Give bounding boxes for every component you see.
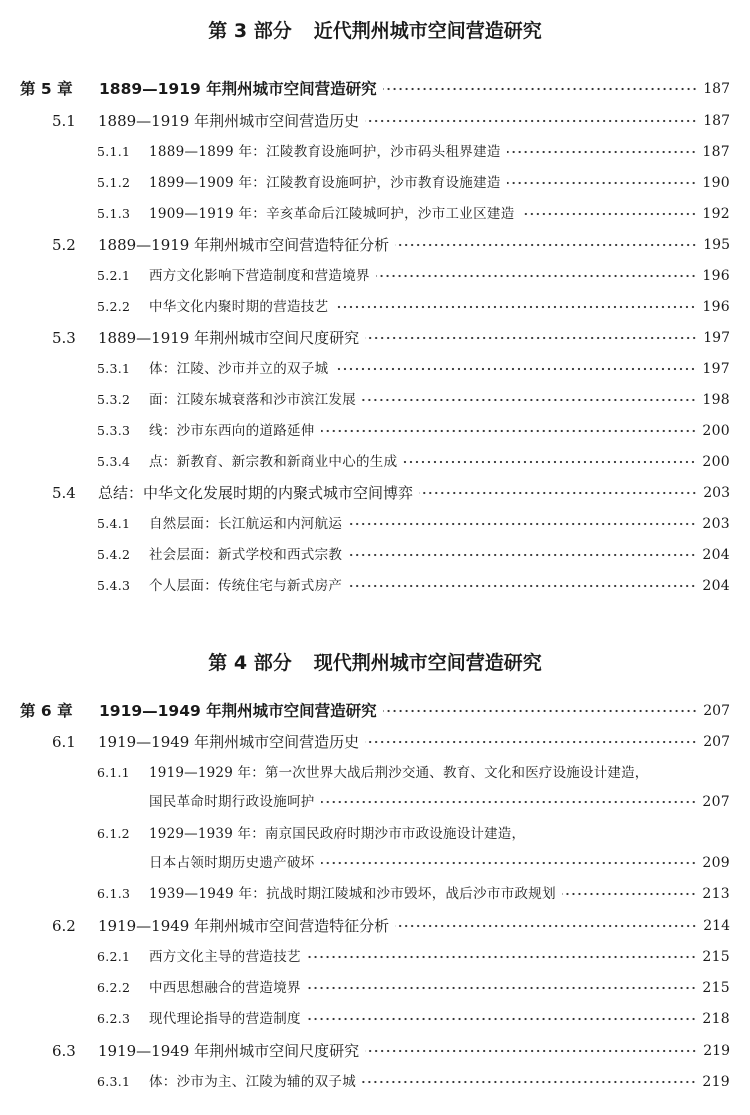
dot-leader: [321, 861, 697, 865]
page-number: 197: [703, 330, 730, 346]
chapter-number: 第 5 章: [20, 80, 73, 98]
dot-leader: [334, 305, 696, 309]
dot-leader: [376, 274, 697, 278]
dot-leader: [348, 584, 696, 588]
subsection-title: 1909—1919 年：辛亥革命后江陵城呵护，沙市工业区建造: [149, 206, 515, 222]
dot-leader: [365, 119, 697, 123]
section-number: 5.2: [52, 236, 76, 254]
subsection-title: 1899—1909 年：江陵教育设施呵护，沙市教育设施建造: [149, 175, 501, 191]
toc-subsection-6-2-2[interactable]: [97, 976, 730, 1000]
toc-subsection-6-1-1-continued[interactable]: [149, 790, 730, 814]
subsection-title: 线：沙市东西向的道路延伸: [149, 423, 315, 439]
page-number: 200: [702, 454, 730, 470]
toc-subsection-6-1-2-continued[interactable]: [149, 851, 730, 875]
section-title: 1919—1949 年荆州城市空间营造特征分析: [98, 917, 390, 935]
dot-leader: [321, 429, 697, 433]
subsection-number: 5.4.1: [97, 516, 131, 531]
toc-subsection-5-3-4[interactable]: [97, 450, 730, 474]
dot-leader: [348, 553, 696, 557]
part-4-label: 第 4 部分: [208, 652, 292, 674]
subsection-title: 体：江陵、沙市并立的双子城: [149, 361, 329, 377]
page-number: 196: [702, 299, 730, 315]
toc-subsection-5-3-1[interactable]: [97, 357, 730, 381]
dot-leader: [307, 986, 697, 990]
toc-chapter-5[interactable]: [20, 77, 730, 101]
toc-subsection-5-1-2[interactable]: [97, 171, 730, 195]
dot-leader: [383, 87, 698, 91]
page-number: 218: [702, 1011, 730, 1027]
dot-leader: [362, 398, 696, 402]
section-title: 1919—1949 年荆州城市空间尺度研究: [98, 1042, 360, 1060]
section-number: 6.3: [52, 1042, 76, 1060]
toc-section-5-3[interactable]: [52, 326, 730, 350]
page-number: 187: [703, 113, 730, 129]
subsection-title: 中华文化内聚时期的营造技艺: [149, 299, 329, 315]
page-number: 204: [702, 578, 730, 594]
subsection-number: 6.2.3: [97, 1011, 131, 1026]
toc-subsection-5-1-1[interactable]: [97, 140, 730, 164]
subsection-title: 现代理论指导的营造制度: [149, 1011, 301, 1027]
subsection-number: 6.2.1: [97, 949, 131, 964]
dot-leader: [562, 892, 696, 896]
chapter-title: 1919—1949 年荆州城市空间营造研究: [99, 702, 377, 720]
subsection-number: 5.2.1: [97, 268, 131, 283]
section-number: 5.1: [52, 112, 76, 130]
toc-subsection-5-4-1[interactable]: [97, 512, 730, 536]
part-4-title: 现代荆州城市空间营造研究: [313, 652, 542, 674]
toc-subsection-6-1-1[interactable]: [97, 761, 730, 785]
page-number: 197: [702, 361, 730, 377]
subsection-number: 5.3.2: [97, 392, 131, 407]
dot-leader: [383, 709, 698, 713]
subsection-number: 5.4.3: [97, 578, 131, 593]
section-title: 1889—1919 年荆州城市空间尺度研究: [98, 329, 360, 347]
toc-subsection-5-4-2[interactable]: [97, 543, 730, 567]
page-number: 214: [703, 918, 730, 934]
subsection-number: 6.2.2: [97, 980, 131, 995]
subsection-number: 6.1.3: [97, 886, 131, 901]
dot-leader: [334, 367, 696, 371]
subsection-number: 5.4.2: [97, 547, 131, 562]
toc-section-5-2[interactable]: [52, 233, 730, 257]
subsection-title-continued: 国民革命时期行政设施呵护: [149, 794, 315, 810]
toc-section-6-1[interactable]: [52, 730, 730, 754]
section-title: 1889—1919 年荆州城市空间营造特征分析: [98, 236, 390, 254]
toc-subsection-6-1-2[interactable]: [97, 822, 730, 846]
page-number: 219: [702, 1074, 730, 1090]
subsection-number: 5.1.1: [97, 144, 131, 159]
page-number: 187: [702, 144, 730, 160]
subsection-title: 体：沙市为主、江陵为辅的双子城: [149, 1074, 356, 1090]
page-number: 219: [703, 1043, 730, 1059]
dot-leader: [419, 491, 697, 495]
chapter-title: 1889—1919 年荆州城市空间营造研究: [99, 80, 377, 98]
page-number: 203: [702, 516, 730, 532]
subsection-number: 6.3.1: [97, 1074, 131, 1089]
toc-subsection-6-3-1[interactable]: [97, 1070, 730, 1094]
page-number: 204: [702, 547, 730, 563]
subsection-number: 5.1.3: [97, 206, 131, 221]
section-number: 6.2: [52, 917, 76, 935]
chapter-number: 第 6 章: [20, 702, 73, 720]
page-number: 195: [703, 237, 730, 253]
toc-subsection-5-3-3[interactable]: [97, 419, 730, 443]
toc-subsection-5-2-2[interactable]: [97, 295, 730, 319]
dot-leader: [521, 212, 697, 216]
subsection-number: 5.2.2: [97, 299, 131, 314]
part-4-heading: [0, 648, 750, 675]
page-number: 207: [702, 794, 730, 810]
subsection-title: 面：江陵东城衰落和沙市滨江发展: [149, 392, 356, 408]
section-title: 1919—1949 年荆州城市空间营造历史: [98, 733, 360, 751]
section-number: 5.4: [52, 484, 76, 502]
dot-leader: [362, 1080, 696, 1084]
subsection-title: 1889—1899 年：江陵教育设施呵护，沙市码头租界建造: [149, 144, 501, 160]
toc-subsection-5-3-2[interactable]: [97, 388, 730, 412]
toc-chapter-6[interactable]: [20, 699, 730, 723]
subsection-title: 西方文化影响下营造制度和营造境界: [149, 268, 370, 284]
toc-subsection-5-2-1[interactable]: [97, 264, 730, 288]
toc-section-6-3[interactable]: [52, 1039, 730, 1063]
subsection-title: 1929—1939 年：南京国民政府时期沙市市政设施设计建造，: [149, 826, 526, 842]
toc-subsection-5-4-3[interactable]: [97, 574, 730, 598]
subsection-title: 1939—1949 年：抗战时期江陵城和沙市毁坏，战后沙市市政规划: [149, 886, 556, 902]
dot-leader: [365, 740, 697, 744]
dot-leader: [307, 955, 697, 959]
dot-leader: [365, 336, 697, 340]
subsection-title: 西方文化主导的营造技艺: [149, 949, 301, 965]
subsection-title-continued: 日本占领时期历史遗产破坏: [149, 855, 315, 871]
page-number: 190: [702, 175, 730, 191]
part-3-heading: [0, 16, 750, 43]
subsection-number: 5.3.4: [97, 454, 131, 469]
dot-leader: [307, 1017, 697, 1021]
subsection-title: 1919—1929 年：第一次世界大战后荆沙交通、教育、文化和医疗设施设计建造，: [149, 765, 649, 781]
page-number: 198: [702, 392, 730, 408]
page-number: 215: [702, 949, 730, 965]
dot-leader: [348, 522, 696, 526]
page-number: 200: [702, 423, 730, 439]
part-3-title: 近代荆州城市空间营造研究: [313, 20, 542, 42]
toc-subsection-6-2-1[interactable]: [97, 945, 730, 969]
page-number: 196: [702, 268, 730, 284]
subsection-title: 点：新教育、新宗教和新商业中心的生成: [149, 454, 398, 470]
dot-leader: [395, 924, 697, 928]
dot-leader: [507, 150, 697, 154]
page-number: 207: [703, 703, 730, 719]
page-number: 213: [702, 886, 730, 902]
toc-section-5-4[interactable]: [52, 481, 730, 505]
section-number: 5.3: [52, 329, 76, 347]
subsection-number: 6.1.2: [97, 826, 130, 841]
subsection-number: 5.1.2: [97, 175, 131, 190]
toc-subsection-5-1-3[interactable]: [97, 202, 730, 226]
section-number: 6.1: [52, 733, 76, 751]
dot-leader: [365, 1049, 697, 1053]
dot-leader: [507, 181, 697, 185]
page-number: 209: [702, 855, 730, 871]
dot-leader: [403, 460, 696, 464]
subsection-number: 5.3.1: [97, 361, 131, 376]
dot-leader: [395, 243, 697, 247]
subsection-title: 个人层面：传统住宅与新式房产: [149, 578, 343, 594]
subsection-number: 5.3.3: [97, 423, 131, 438]
toc-section-6-2[interactable]: [52, 914, 730, 938]
section-title: 1889—1919 年荆州城市空间营造历史: [98, 112, 360, 130]
dot-leader: [321, 800, 697, 804]
part-3-label: 第 3 部分: [208, 20, 292, 42]
page-number: 203: [703, 485, 730, 501]
page-number: 187: [703, 81, 730, 97]
toc-subsection-6-1-3[interactable]: [97, 882, 730, 906]
toc-subsection-6-2-3[interactable]: [97, 1007, 730, 1031]
subsection-title: 自然层面：长江航运和内河航运: [149, 516, 343, 532]
section-title: 总结：中华文化发展时期的内聚式城市空间博弈: [98, 484, 414, 502]
toc-section-5-1[interactable]: [52, 109, 730, 133]
subsection-number: 6.1.1: [97, 765, 130, 780]
page-number: 207: [703, 734, 730, 750]
page-number: 215: [702, 980, 730, 996]
subsection-title: 社会层面：新式学校和西式宗教: [149, 547, 343, 563]
subsection-title: 中西思想融合的营造境界: [149, 980, 301, 996]
page-number: 192: [702, 206, 730, 222]
